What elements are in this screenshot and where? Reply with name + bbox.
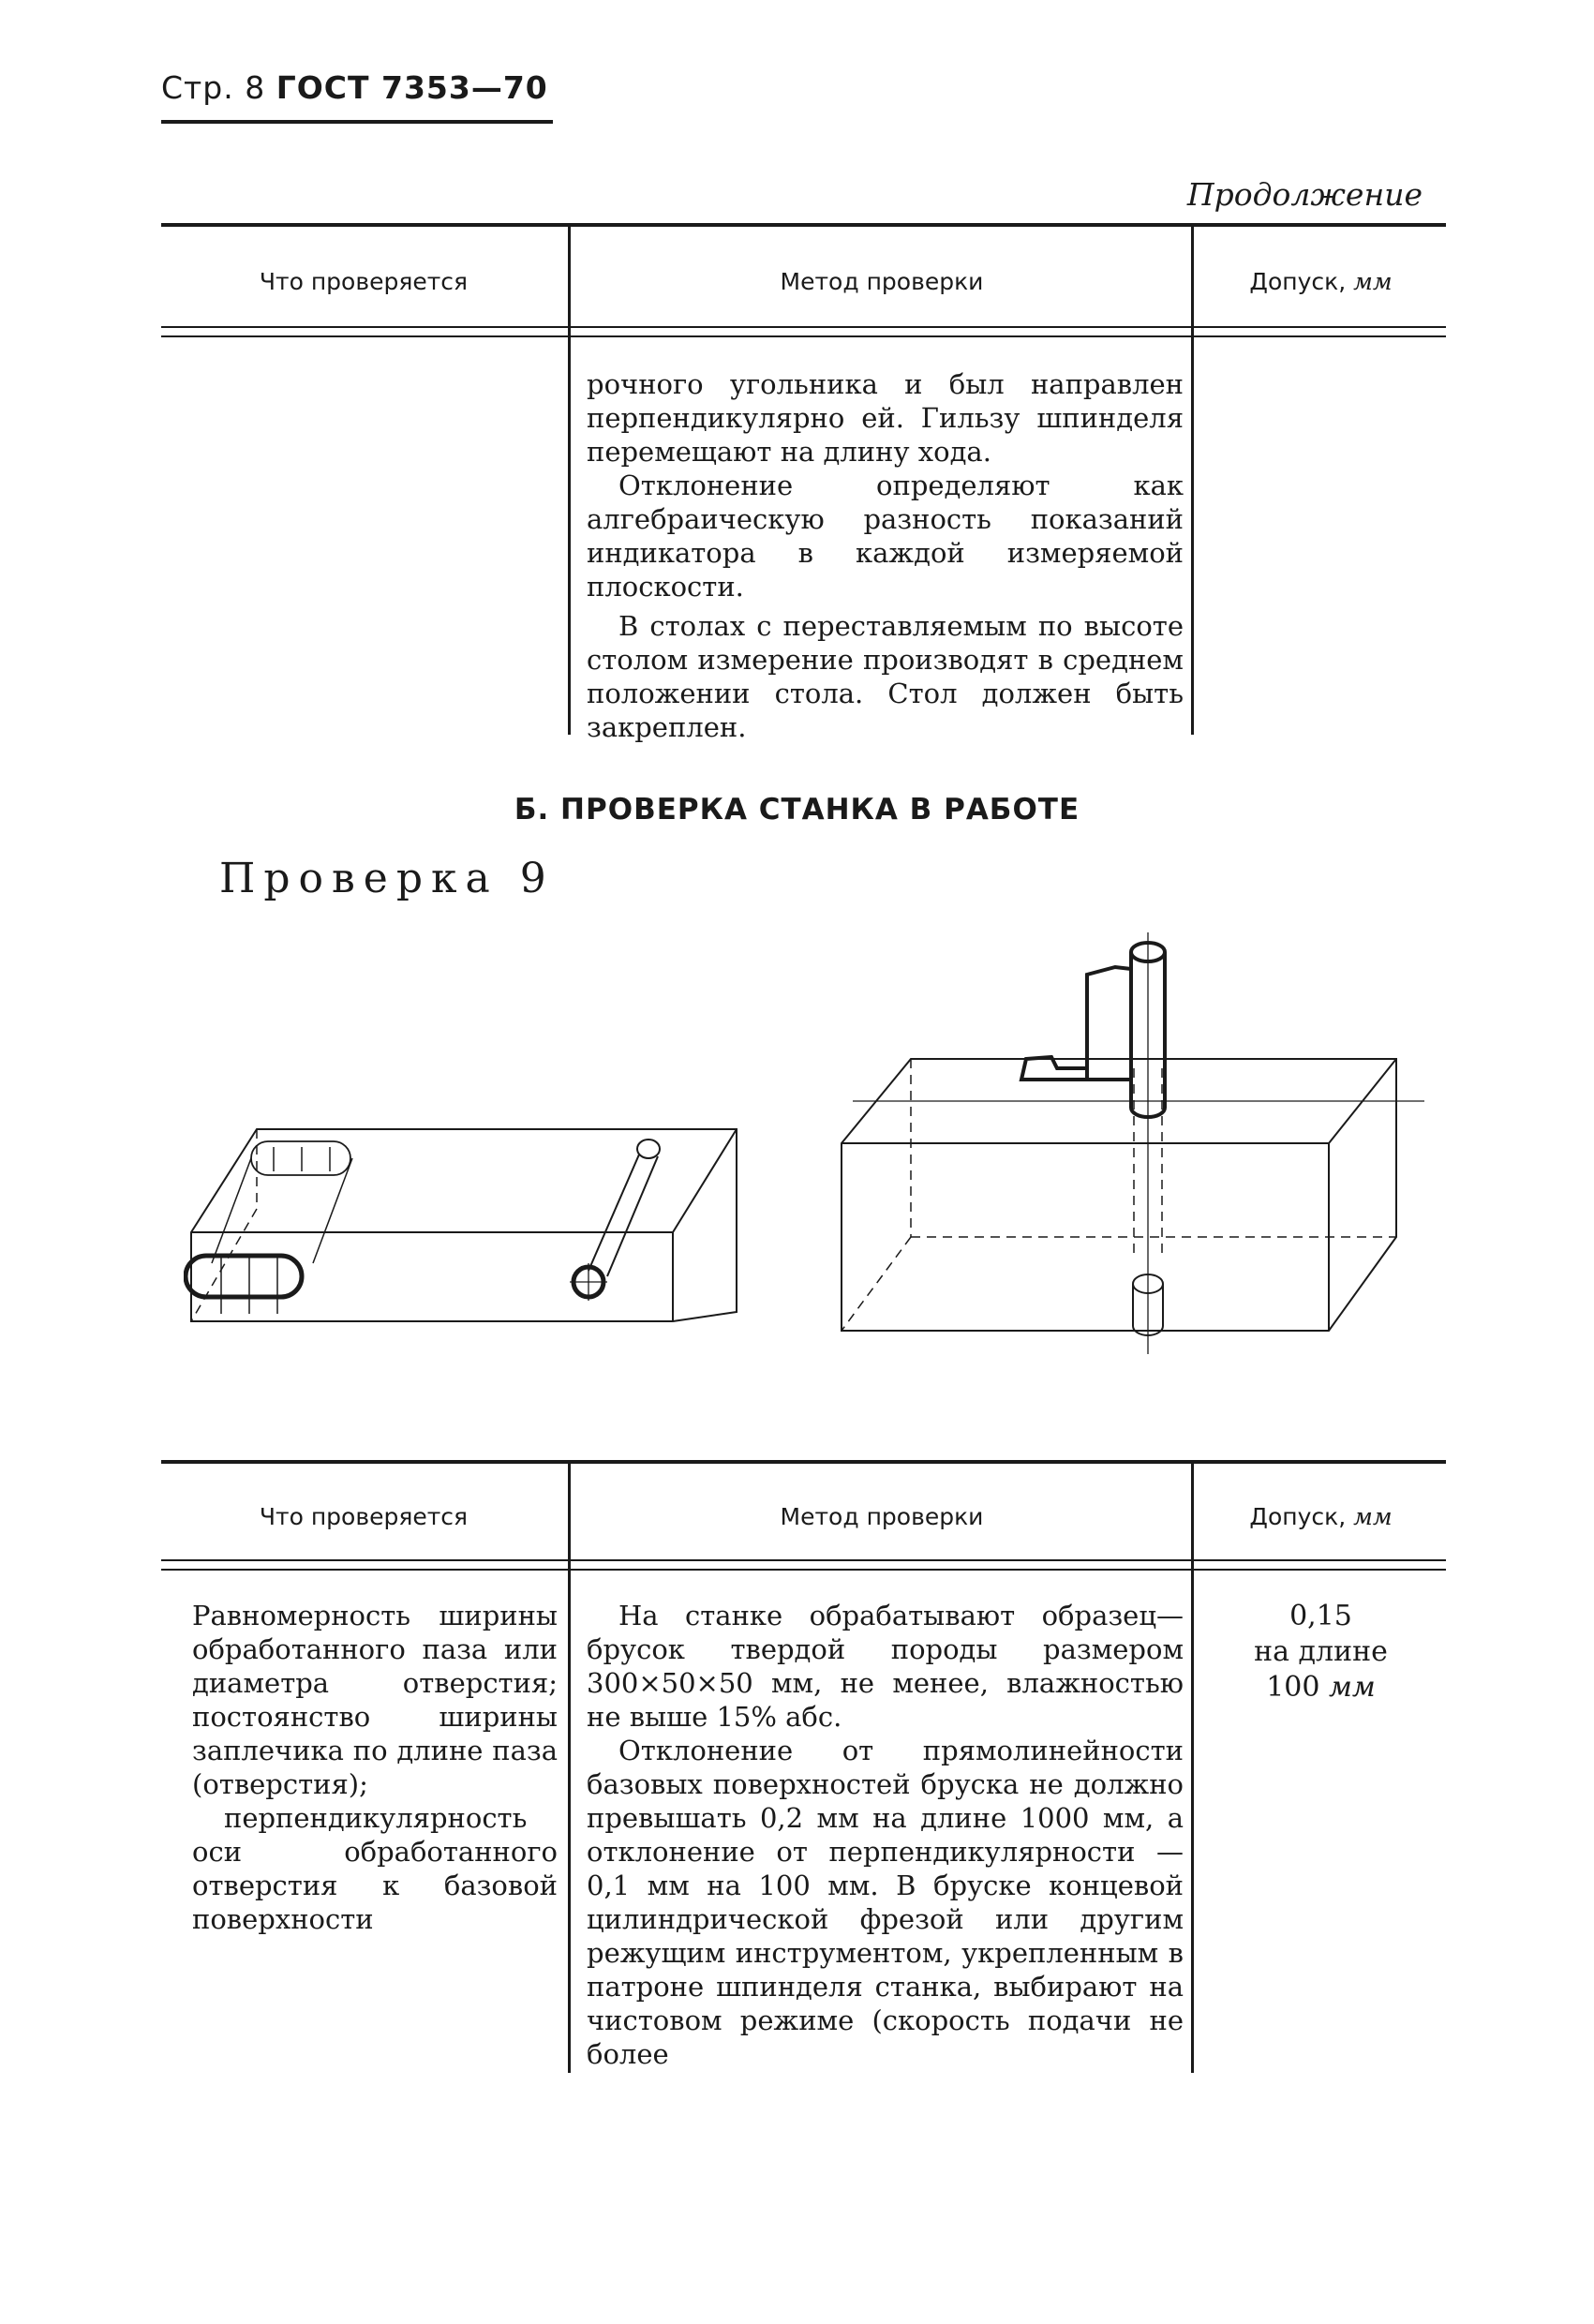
- indicator-tip: [1021, 1057, 1087, 1080]
- table-2-header-tolerance-unit: мм: [1353, 1503, 1393, 1530]
- block-top-front-edge: [191, 1129, 737, 1232]
- continuation-label: Продолжение: [1186, 176, 1423, 213]
- hole-tube-edge: [588, 1155, 639, 1271]
- hole-top-outline: [637, 1140, 660, 1158]
- table-2-method-paragraph: На станке обрабатывают образец—брусок твердой породы размером 300×50×50 мм, не менее, влажностью не выше 15% абс.: [587, 1600, 1184, 1733]
- standard-number: ГОСТ 7353—70: [276, 69, 548, 106]
- slot-front-outline: [186, 1256, 302, 1297]
- table-2-header-rule-b: [161, 1569, 1446, 1571]
- tolerance-unit: мм: [1329, 1671, 1376, 1704]
- hidden-edge: [842, 1237, 911, 1331]
- table-1-header-what: Что проверяется: [259, 268, 469, 295]
- table-2-header-what: Что проверяется: [259, 1503, 469, 1530]
- block-outline: [842, 1059, 1396, 1331]
- table-2-top-rule: [161, 1460, 1446, 1464]
- table-2-header-tolerance: Допуск, мм: [1249, 1503, 1393, 1530]
- table-1-method-paragraph: В столах с переставляемым по высоте столом измерение производят в среднем положении стола. Стол должен быть закреплен.: [587, 610, 1184, 743]
- table-1-header-tolerance: Допуск, мм: [1249, 268, 1393, 295]
- block-with-slot-figure: [184, 1115, 755, 1359]
- table-1-divider-2: [1191, 223, 1194, 735]
- spindle-indicator-figure: [834, 928, 1434, 1359]
- page-header: [161, 69, 548, 106]
- tolerance-length: 100 мм: [1266, 1671, 1376, 1704]
- table-1-method-paragraph: Отклонение определяют как алгебраическую разность показаний индикатора в каждой измеряемой плоскости.: [587, 469, 1184, 603]
- table-1-top-rule: [161, 223, 1446, 227]
- table-2-header-method: Метод проверки: [780, 1503, 984, 1530]
- table-1-divider-1: [568, 223, 571, 735]
- table-1-header-rule-b: [161, 335, 1446, 337]
- tolerance-value: 0,15: [1289, 1600, 1352, 1632]
- table-2-what-cell: [192, 1599, 558, 1936]
- slot-projection-line: [313, 1158, 352, 1263]
- header-rule: [161, 120, 553, 124]
- slot-projection-line: [212, 1158, 251, 1263]
- tolerance-length-label: на длине: [1254, 1635, 1388, 1668]
- check-title: Проверка 9: [219, 855, 555, 902]
- table-2-divider-2: [1191, 1460, 1194, 2073]
- table-1-header-rule-a: [161, 326, 1446, 328]
- table-2-method-cell: [587, 1599, 1184, 2071]
- table-1-method-cell: [587, 367, 1184, 744]
- table-1-header-method: Метод проверки: [780, 268, 984, 295]
- hidden-edge: [191, 1209, 257, 1321]
- page-label: Стр. 8: [161, 69, 266, 106]
- table-2-header-rule-a: [161, 1559, 1446, 1561]
- table-2-divider-1: [568, 1460, 571, 2073]
- table-1-header-tolerance-unit: мм: [1353, 268, 1393, 295]
- table-2-what-paragraph: перпендикулярность оси обработанного отверстия к базовой поверхности: [192, 1802, 558, 1935]
- table-2-what-paragraph: Равномерность ширины обработанного паза или диаметра отверстия; постоянство ширины заплечика по длине паза (отверстия);: [192, 1600, 558, 1800]
- hole-tube-edge: [607, 1156, 658, 1276]
- table-1-method-paragraph: рочного угольника и был направлен перпендикулярно ей. Гильзу шпинделя перемещают на длину хода.: [587, 368, 1184, 468]
- table-2-method-paragraph: Отклонение от прямолинейности базовых поверхностей бруска не должно превышать 0,2 мм на длине 1000 мм, а отклонение от перпендикулярности — 0,1 мм на 100 мм. В бруске концевой цилиндрической фрезой или другим режущим инструментом, укрепленным в патроне шпинделя станка, выбирают на чистовом режиме (скорость подачи не более: [587, 1735, 1184, 2070]
- section-title: Б. ПРОВЕРКА СТАНКА В РАБОТЕ: [514, 793, 1080, 827]
- slot-top-outline: [251, 1141, 350, 1175]
- table-2-tolerance-cell: [1196, 1599, 1446, 1706]
- indicator-holder: [1087, 967, 1131, 1080]
